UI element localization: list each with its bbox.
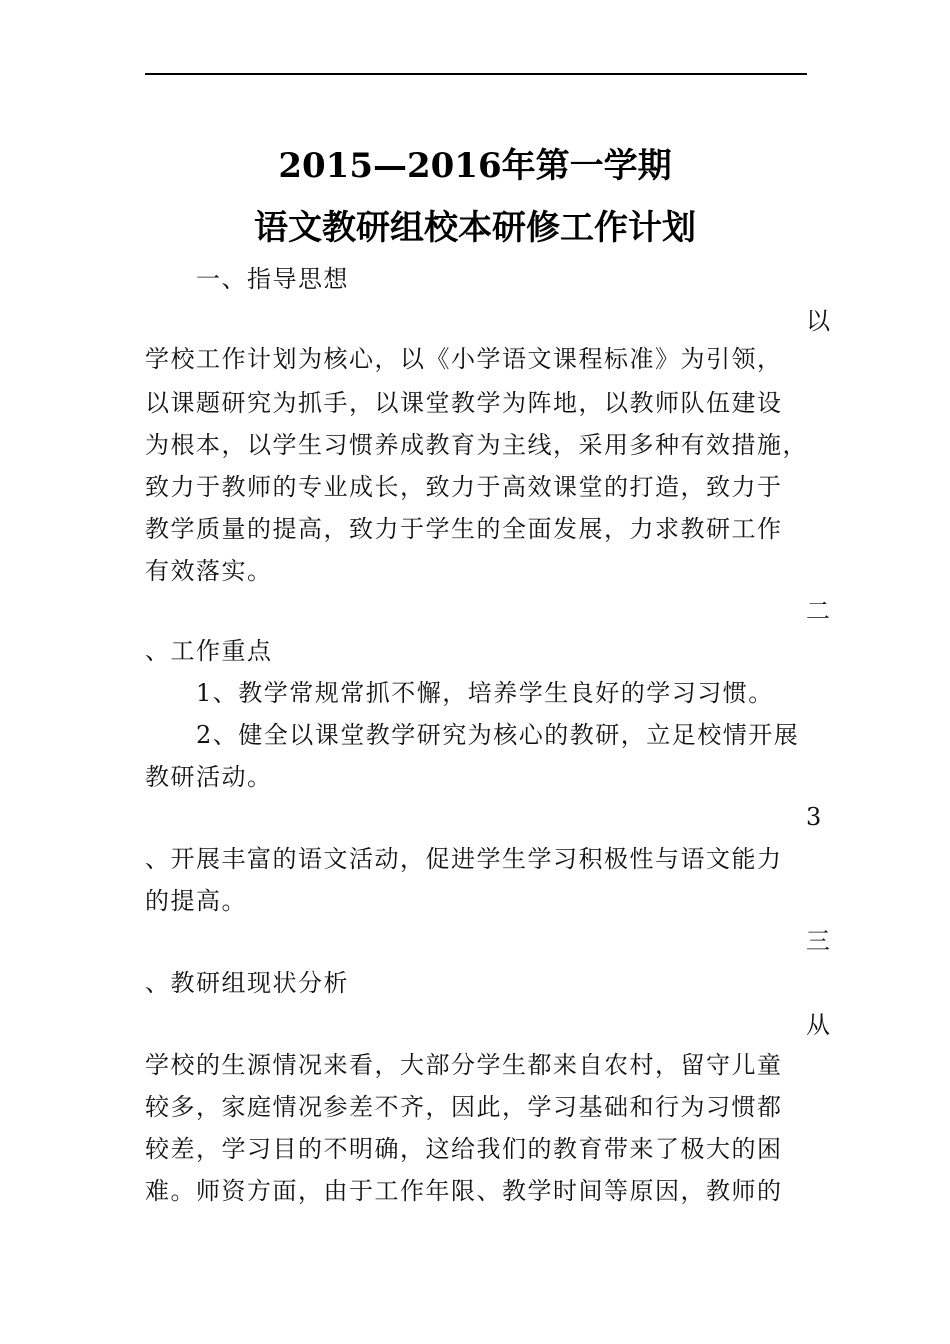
list-item-3: 、开展丰富的语文活动，促进学生学习积极性与语文能力 bbox=[145, 845, 783, 873]
section-2-number: 二 bbox=[806, 597, 830, 625]
paragraph-line: 难。师资方面，由于工作年限、教学时间等原因，教师的 bbox=[145, 1177, 783, 1205]
section-1-lead-char: 以 bbox=[806, 307, 830, 335]
list-item-3-continuation: 的提高。 bbox=[145, 887, 247, 915]
document-title-line-2: 语文教研组校本研修工作计划 bbox=[254, 208, 696, 248]
paragraph-line: 学校工作计划为核心，以《小学语文课程标准》为引领， bbox=[145, 345, 783, 373]
section-3-heading: 、教研组现状分析 bbox=[145, 969, 349, 997]
paragraph-line: 有效落实。 bbox=[145, 557, 273, 585]
header-rule bbox=[145, 73, 807, 75]
paragraph-line: 较多，家庭情况参差不齐，因此，学习基础和行为习惯都 bbox=[145, 1093, 783, 1121]
list-item-1: 1、教学常规常抓不懈，培养学生良好的学习习惯。 bbox=[196, 679, 774, 707]
paragraph-line: 以课题研究为抓手，以课堂教学为阵地，以教师队伍建设 bbox=[145, 389, 783, 417]
paragraph-line: 致力于教师的专业成长，致力于高效课堂的打造，致力于 bbox=[145, 473, 783, 501]
list-item-3-number: 3 bbox=[806, 803, 822, 831]
paragraph-line: 较差，学习目的不明确，这给我们的教育带来了极大的困 bbox=[145, 1135, 783, 1163]
list-item-2-continuation: 教研活动。 bbox=[145, 763, 273, 791]
section-3-number: 三 bbox=[806, 927, 830, 955]
section-1-heading: 一、指导思想 bbox=[196, 265, 349, 293]
section-3-lead-char: 从 bbox=[806, 1011, 830, 1039]
paragraph-line: 学校的生源情况来看，大部分学生都来自农村，留守儿童 bbox=[145, 1051, 783, 1079]
document-title-line-1: 2015—2016年第一学期 bbox=[278, 146, 672, 186]
paragraph-line: 为根本，以学生习惯养成教育为主线，采用多种有效措施， bbox=[145, 431, 808, 459]
section-2-heading: 、工作重点 bbox=[145, 637, 273, 665]
list-item-2: 2、健全以课堂教学研究为核心的教研，立足校情开展 bbox=[196, 721, 800, 749]
paragraph-line: 教学质量的提高，致力于学生的全面发展，力求教研工作 bbox=[145, 515, 783, 543]
